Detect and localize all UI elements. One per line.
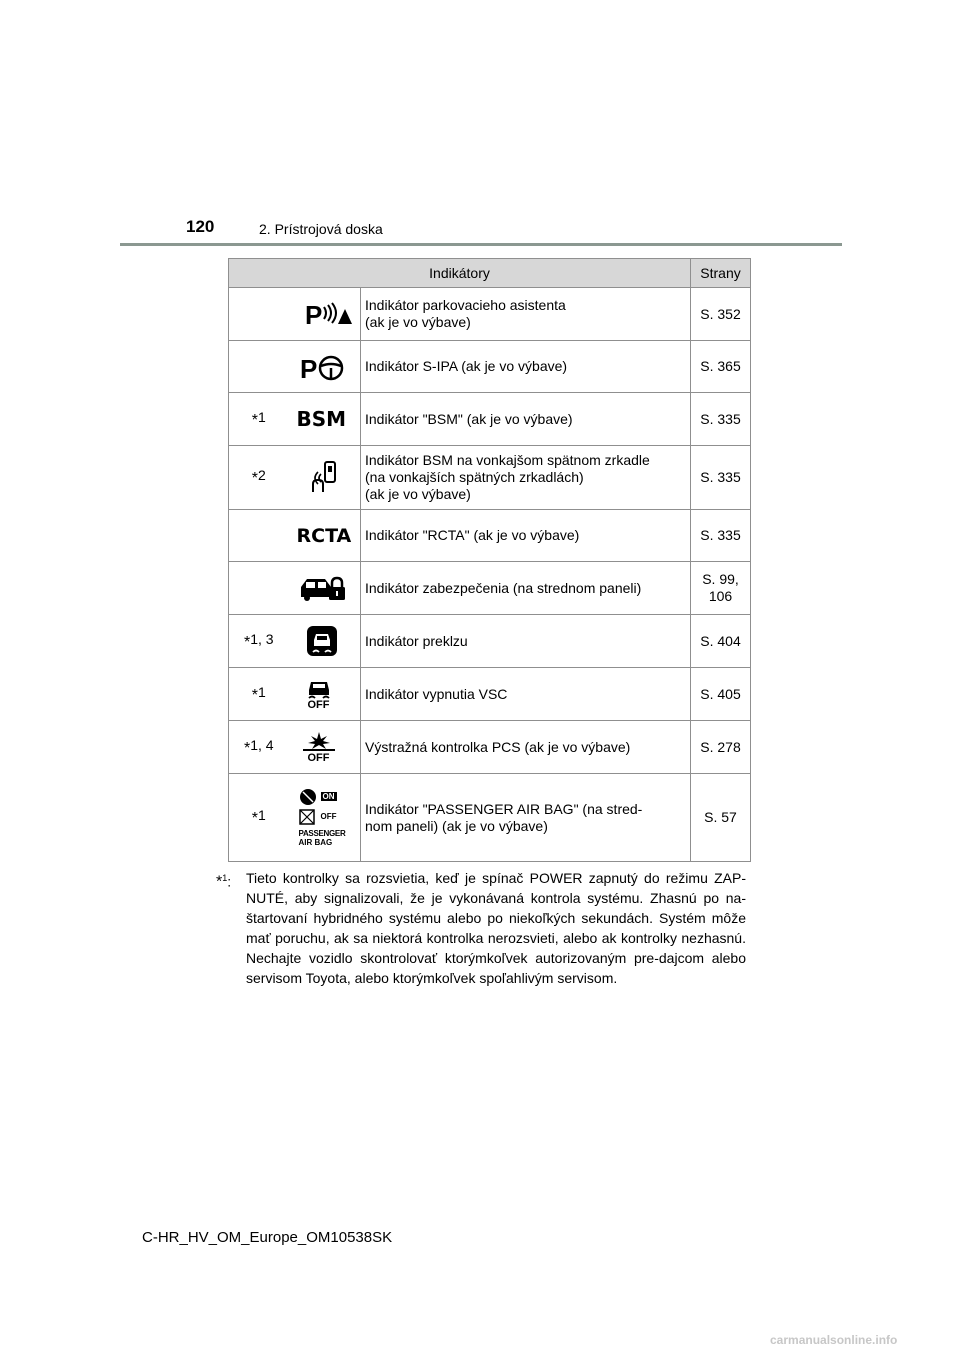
table-row	[229, 393, 751, 446]
watermark: carmanualsonline.info	[770, 1333, 898, 1347]
row-icon-cell	[289, 393, 361, 446]
row-icon-cell	[289, 510, 361, 562]
row-icon-cell	[289, 721, 361, 774]
row-mark: *1	[229, 668, 289, 721]
table-row	[229, 341, 751, 393]
table-header-row	[229, 259, 751, 288]
table-row	[229, 288, 751, 341]
rcta-icon: RCTA	[296, 524, 352, 547]
header-rule	[120, 243, 842, 246]
section-title: 2. Prístrojová doska	[259, 221, 383, 237]
table-row	[229, 721, 751, 774]
header-pages: Strany	[691, 259, 751, 288]
row-description: Indikátor S-IPA (ak je vo výbave)	[361, 341, 691, 393]
row-mark: *1, 4	[229, 721, 289, 774]
row-page: S. 57	[691, 774, 751, 862]
document-code: C-HR_HV_OM_Europe_OM10538SK	[142, 1229, 393, 1246]
row-icon-cell	[289, 446, 361, 510]
bsm-mirror-icon	[293, 458, 361, 498]
row-mark: *1, 3	[229, 615, 289, 668]
row-mark: *2	[229, 446, 289, 510]
footnote-text: Tieto kontrolky sa rozsvietia, keď je spínač POWER zapnutý do režimu ZAP-NUTÉ, aby signalizovali, že je vykonávaná kontrola systému. Zhasnú po na-štartovaní hybridného systému alebo po niekoľkých sekundách. Systém môže mať poruchu, ak sa niektorá kontrolka nerozsvieti, alebo ak kontrolky nezhasnú. Nechajte vozidlo skontrolovať ktorýmkoľvek autorizovaným pre-dajcom alebo servisom Toyota, alebo ktorýmkoľvek spoľahlivým servisom.	[246, 870, 746, 986]
svg-text:P: P	[304, 299, 322, 327]
row-description: Indikátor "BSM" (ak je vo výbave)	[361, 393, 691, 446]
page-number: 120	[186, 217, 215, 236]
table-row	[229, 615, 751, 668]
row-icon-cell	[289, 774, 361, 862]
row-page: S. 405	[691, 668, 751, 721]
row-description: Indikátor "RCTA" (ak je vo výbave)	[361, 510, 691, 562]
row-icon-cell	[289, 341, 361, 393]
row-mark	[229, 341, 289, 393]
row-page: S. 404	[691, 615, 751, 668]
row-mark: *1	[229, 393, 289, 446]
row-icon-cell	[289, 615, 361, 668]
header-indicators: Indikátory	[229, 259, 691, 288]
passenger-airbag-icon: ON OFF PASSENGER AIR BAG	[299, 788, 355, 847]
row-description: Indikátor parkovacieho asistenta (ak je vo výbave)	[361, 288, 691, 341]
table-row	[229, 774, 751, 862]
footnote	[216, 868, 746, 988]
pcs-warning-icon: OFF	[299, 730, 339, 764]
security-icon	[293, 573, 361, 603]
s-ipa-icon	[293, 353, 361, 381]
row-page: S. 335	[691, 510, 751, 562]
row-mark: *1	[229, 774, 289, 862]
svg-text:P: P	[299, 353, 317, 381]
row-mark	[229, 562, 289, 615]
row-page: S. 99, 106	[691, 562, 751, 615]
vsc-off-icon: OFF	[299, 677, 339, 711]
row-page: S. 335	[691, 446, 751, 510]
row-icon-cell	[289, 562, 361, 615]
table-row	[229, 446, 751, 510]
table-row	[229, 510, 751, 562]
row-description: Indikátor zabezpečenia (na strednom paneli)	[361, 562, 691, 615]
row-mark	[229, 510, 289, 562]
row-description: Indikátor "PASSENGER AIR BAG" (na stred- nom paneli) (ak je vo výbave)	[361, 774, 691, 862]
bsm-icon: BSM	[296, 407, 347, 431]
row-description: Výstražná kontrolka PCS (ak je vo výbave)	[361, 721, 691, 774]
indicator-table	[228, 258, 751, 862]
footnote-mark: *$^1$:	[216, 873, 232, 891]
row-icon-cell	[229, 288, 361, 341]
parking-assist-icon	[304, 299, 352, 327]
row-page: S. 278	[691, 721, 751, 774]
slip-icon	[293, 624, 361, 658]
table-row	[229, 562, 751, 615]
row-page: S. 335	[691, 393, 751, 446]
row-page: S. 365	[691, 341, 751, 393]
row-description: Indikátor BSM na vonkajšom spätnom zrkadle (na vonkajších spätných zrkadlách) (ak je vo výbave)	[361, 446, 691, 510]
table-row	[229, 668, 751, 721]
row-page: S. 352	[691, 288, 751, 341]
row-description: Indikátor preklzu	[361, 615, 691, 668]
row-description: Indikátor vypnutia VSC	[361, 668, 691, 721]
row-icon-cell	[289, 668, 361, 721]
